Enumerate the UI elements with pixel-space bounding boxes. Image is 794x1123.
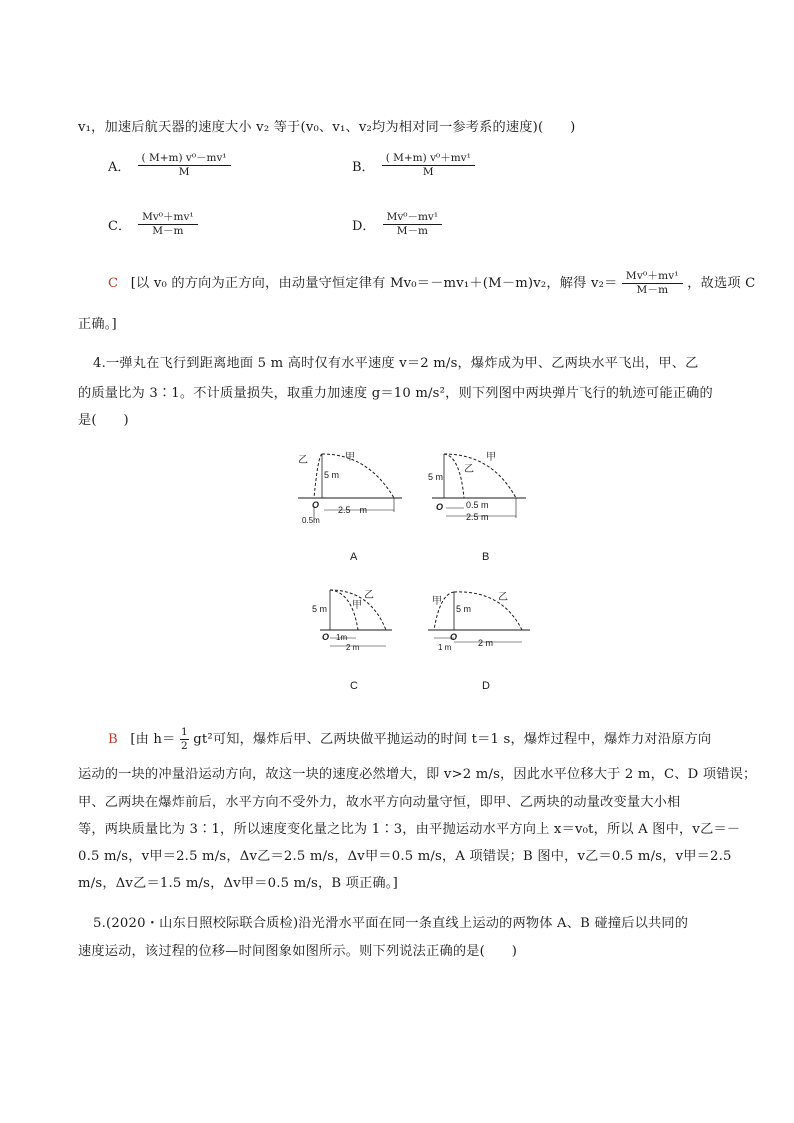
label-d2: 2.5 m	[338, 505, 368, 515]
figure-b	[424, 448, 530, 524]
label-height: 5 m	[324, 470, 340, 480]
label-jia: 甲	[432, 596, 442, 607]
trajectory-yi	[314, 454, 322, 498]
q4-answer: B	[108, 732, 118, 747]
q3-option-b-fraction	[382, 152, 475, 179]
q4-analysis-l4: 等，两块质量比为 3∶1，所以速度变化量之比为 1∶3，由平抛运动水平方向上 x＝v₀t，所以 A 图中，v乙＝－	[78, 822, 741, 837]
q3-stem: v₁，加速后航天器的速度大小 v₂ 等于(v₀、v₁、v₂均为相对同一参考系的速度)( )	[78, 120, 576, 135]
q3-option-c[interactable]	[108, 211, 198, 238]
q4-analysis-prefix: [由 h＝	[130, 732, 176, 747]
q3-analysis-num: Mv⁰＋mv¹	[622, 270, 683, 284]
label-d1: 0.5m	[302, 516, 320, 524]
q3-option-d-label: D．	[352, 219, 376, 234]
label-d2: 2.5 m	[466, 512, 489, 522]
label-yi: 乙	[364, 590, 374, 601]
trajectory-jia	[444, 454, 516, 498]
label-origin: O	[450, 632, 458, 642]
label-d2: 2 m	[478, 638, 494, 648]
q3-option-a-fraction	[138, 152, 231, 179]
q4-analysis-l2: 运动的一块的冲量沿运动方向，故这一块的速度必然增大，即 v>2 m/s，因此水平位移大于 2 m，C、D 项错误；	[78, 767, 757, 782]
label-origin: O	[322, 632, 330, 642]
figure-b-caption: B	[482, 551, 490, 563]
q3-analysis-den: M－m	[636, 284, 669, 296]
label-d1: 1 m	[438, 643, 452, 652]
label-yi: 乙	[498, 592, 508, 603]
q4-half-num: 1	[180, 726, 188, 738]
q3-option-b[interactable]	[352, 152, 475, 179]
q3-option-b-num: ( M+m) v⁰＋mv¹	[382, 152, 475, 166]
q4-analysis-line1	[108, 726, 711, 753]
q3-option-a[interactable]	[108, 152, 231, 179]
q3-option-a-num: ( M+m) v⁰－mv¹	[138, 152, 231, 166]
label-d2: 2 m	[346, 643, 360, 652]
q3-analysis-line2: 正确。]	[78, 317, 117, 332]
figure-d-caption: D	[482, 680, 490, 692]
q4-analysis-l5: 0.5 m/s，v甲＝2.5 m/s，Δv乙＝2.5 m/s，Δv甲＝0.5 m/s，A 项错误；B 图中，v乙＝0.5 m/s，v甲＝2.5	[78, 849, 732, 864]
label-yi: 乙	[464, 464, 474, 475]
q3-analysis-fraction	[622, 270, 683, 297]
q3-option-b-label: B．	[352, 160, 375, 175]
label-yi: 乙	[298, 455, 308, 466]
label-jia: 甲	[486, 452, 496, 463]
q3-option-d-fraction	[383, 211, 443, 238]
label-jia: 甲	[352, 600, 362, 611]
q3-option-c-num: Mv⁰＋mv¹	[138, 211, 198, 225]
q3-analysis	[108, 270, 755, 297]
figure-c	[306, 584, 396, 654]
q4-half-fraction	[180, 726, 189, 753]
q3-option-c-den: M－m	[152, 225, 184, 237]
q3-option-d-num: Mv⁰－mv¹	[383, 211, 443, 225]
label-height: 5 m	[428, 472, 444, 482]
q3-option-a-den: M	[178, 166, 190, 178]
q3-option-a-label: A．	[108, 160, 131, 175]
q3-option-c-label: C．	[108, 219, 131, 234]
q3-option-b-den: M	[422, 166, 434, 178]
q4-stem-line2: 的质量比为 3∶1。不计质量损失，取重力加速度 g＝10 m/s²，则下列图中两块弹片飞行的轨迹可能正确的	[78, 386, 713, 401]
q3-option-d-den: M－m	[396, 225, 428, 237]
q5-line1: 5.(2020・山东日照校际联合质检)沿光滑水平面在同一条直线上运动的两物体 A、B 碰撞后以共同的	[93, 916, 689, 931]
label-height: 5 m	[312, 604, 328, 614]
label-origin: O	[436, 502, 444, 512]
label-origin: O	[312, 500, 320, 510]
q3-analysis-part1: [以 v₀ 的方向为正方向，由动量守恒定律有 Mv₀＝－mv₁＋(M－m)v₂，解得 v₂＝	[130, 276, 618, 291]
trajectory-yi	[444, 454, 464, 498]
figure-a	[290, 448, 408, 524]
label-jia: 甲	[345, 452, 355, 463]
label-height: 5 m	[456, 604, 472, 614]
q4-stem-line1: 4.一弹丸在飞行到距离地面 5 m 高时仅有水平速度 v＝2 m/s，爆炸成为甲、乙两块水平飞出，甲、乙	[93, 356, 699, 371]
q4-stem-line3: 是( )	[78, 413, 129, 428]
q4-analysis-l3: 甲、乙两块在爆炸前后，水平方向不受外力，故水平方向动量守恒，即甲、乙两块的动量改变量大小相	[78, 795, 681, 810]
label-d1: 1m	[336, 633, 348, 642]
q3-analysis-part2: ，故选项 C	[687, 276, 756, 291]
label-d1: 0.5 m	[466, 500, 489, 510]
figure-a-caption: A	[350, 551, 358, 563]
q4-half-den: 2	[180, 740, 188, 752]
q3-answer: C	[108, 276, 119, 291]
figure-d	[424, 584, 534, 654]
figure-c-caption: C	[350, 680, 358, 692]
q3-option-d[interactable]	[352, 211, 442, 238]
q5-line2: 速度运动，该过程的位移—时间图象如图所示。则下列说法正确的是( )	[78, 944, 518, 959]
q4-analysis-l6: m/s，Δv乙＝1.5 m/s，Δv甲＝0.5 m/s，B 项正确。]	[78, 876, 398, 891]
q3-option-c-fraction	[138, 211, 198, 238]
q4-analysis-l1: gt²可知，爆炸后甲、乙两块做平抛运动的时间 t＝1 s，爆炸过程中，爆炸力对沿原方向	[193, 732, 712, 747]
